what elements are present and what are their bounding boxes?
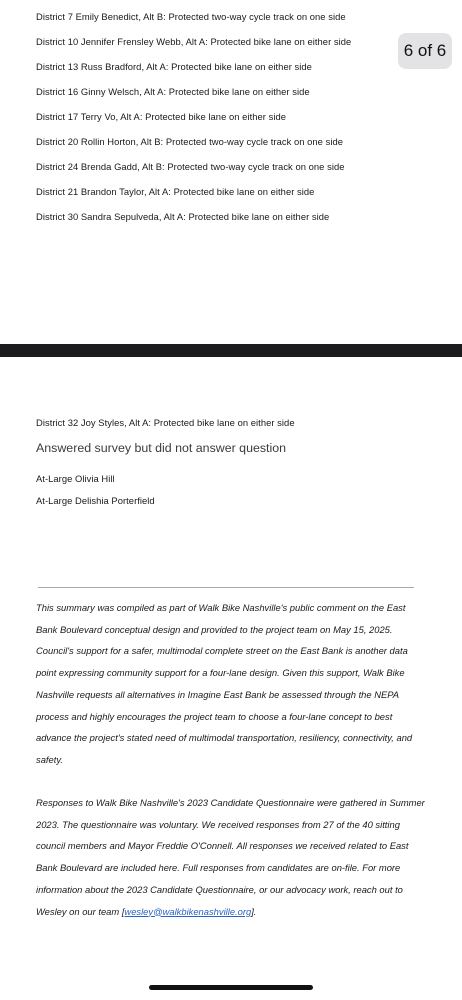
document-page-top xyxy=(0,0,462,344)
district-line: District 17 Terry Vo, Alt A: Protected bike lane on either side xyxy=(36,111,286,122)
district-line: District 7 Emily Benedict, Alt B: Protected two-way cycle track on one side xyxy=(36,11,346,22)
district-line: District 24 Brenda Gadd, Alt B: Protected two-way cycle track on one side xyxy=(36,161,345,172)
district-line: District 20 Rollin Horton, Alt B: Protected two-way cycle track on one side xyxy=(36,136,343,147)
email-bracket-close: ]. xyxy=(251,905,257,917)
section-heading: Answered survey but did not answer question xyxy=(36,441,287,455)
district-line: District 10 Jennifer Frensley Webb, Alt A: Protected bike lane on either side xyxy=(36,36,352,47)
district-line: District 30 Sandra Sepulveda, Alt A: Protected bike lane on either side xyxy=(36,211,330,222)
at-large-line: At-Large Olivia Hill xyxy=(36,473,115,484)
district-line: District 32 Joy Styles, Alt A: Protected bike lane on either side xyxy=(36,417,295,428)
page-indicator-badge: 6 of 6 xyxy=(398,33,452,69)
summary-paragraph: This summary was compiled as part of Walk Bike Nashville's public comment on the East Bank Boulevard conceptual design and provided to the project team on May 15, 2025. Council's support for a safer, multimodal complete street on the East Bank is another data point expressing community support for a four-lane design. Given this support, Walk Bike Nashville requests all alternatives in Imagine East Bank be assessed through the NEPA process and highly encourages the project team to choose a four-lane concept to best advance the project's stated need of multimodal transportation, resiliency, connectivity, and safety. xyxy=(36,602,413,765)
page-separator xyxy=(0,344,462,357)
home-indicator-bar[interactable] xyxy=(149,985,313,990)
email-bracket-open: [ xyxy=(121,905,125,917)
horizontal-rule xyxy=(38,587,414,588)
district-line: District 16 Ginny Welsch, Alt A: Protected bike lane on either side xyxy=(36,86,310,97)
responses-paragraph xyxy=(36,792,428,922)
district-line: District 21 Brandon Taylor, Alt A: Protected bike lane on either side xyxy=(36,186,315,197)
at-large-line: At-Large Delishia Porterfield xyxy=(36,495,155,506)
email-link[interactable]: wesley@walkbikenashville.org xyxy=(124,905,252,917)
responses-text: Responses to Walk Bike Nashville's 2023 Candidate Questionnaire were gathered in Summer 2023. The questionnaire was voluntary. We received responses from 27 of the 40 sitting council members and Mayor Freddie O'Connell. All responses we received related to East Bank Boulevard are included here. Full responses from candidates are on-file. For more information about the 2023 Candidate Questionnaire, or our advocacy work, reach out to Wesley on our team xyxy=(36,797,425,917)
district-line: District 13 Russ Bradford, Alt A: Protected bike lane on either side xyxy=(36,61,312,72)
